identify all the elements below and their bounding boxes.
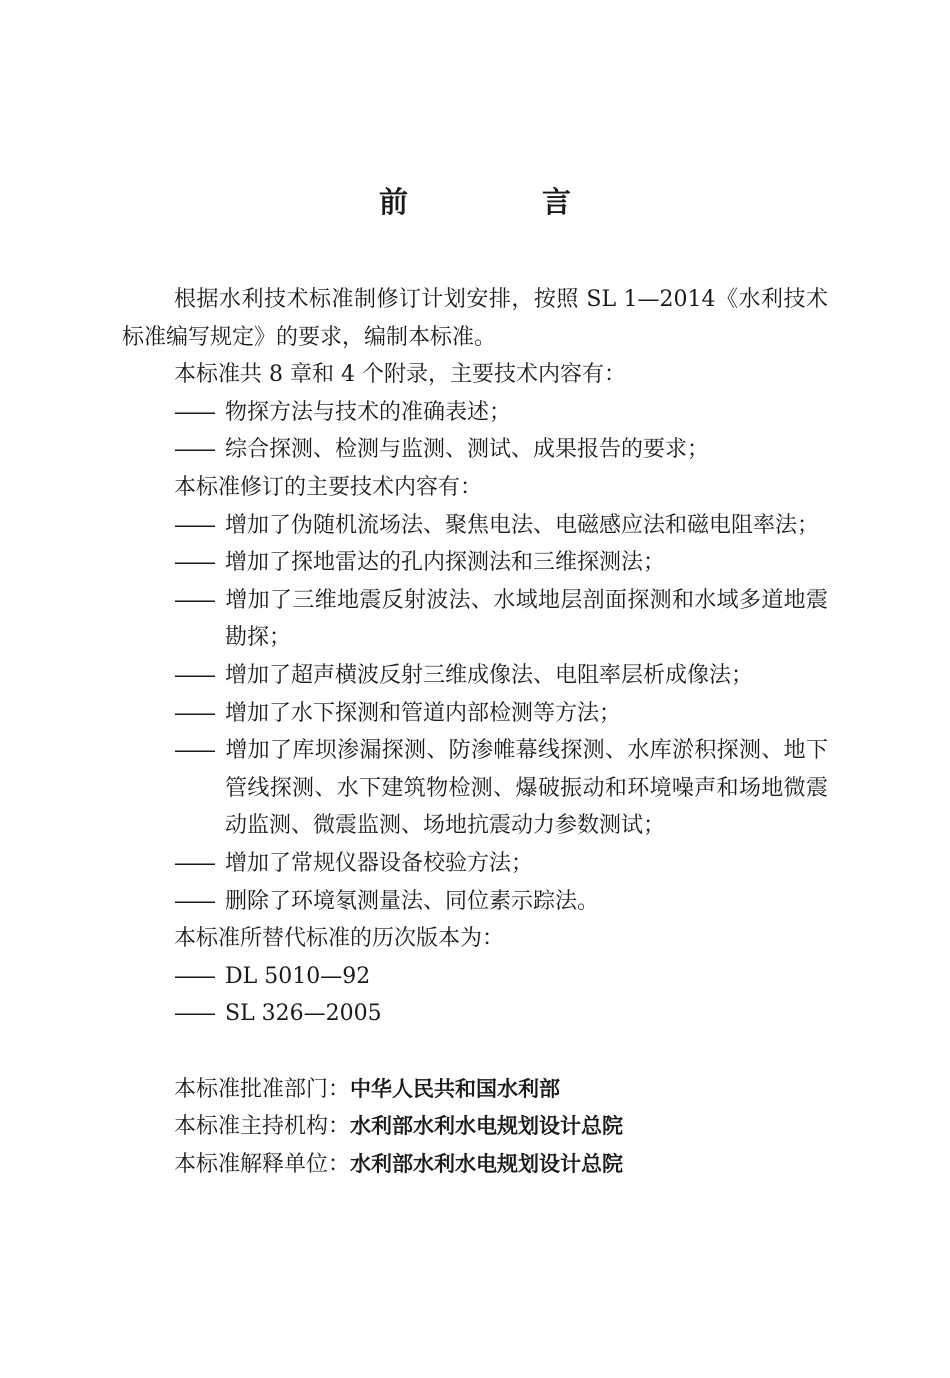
main-item xyxy=(122,431,828,469)
dash-mark: —— xyxy=(174,888,214,914)
replaced-heading: 本标准所替代标准的历次版本为： xyxy=(174,926,505,952)
document-body xyxy=(122,281,828,1184)
dash-mark: —— xyxy=(174,437,214,463)
interpret-value: 水利部水利水电规划设计总院 xyxy=(350,1152,624,1177)
revision-item-text: 增加了超声横波反射三维成像法、电阻率层析成像法； xyxy=(225,662,754,688)
dash-mark: —— xyxy=(174,700,214,726)
interpret-label: 本标准解释单位： xyxy=(174,1152,351,1178)
dash-mark: —— xyxy=(174,550,214,576)
revision-item xyxy=(122,507,828,545)
dash-mark: —— xyxy=(174,738,214,764)
revision-item-text: 增加了伪随机流场法、聚焦电法、电磁感应法和磁电阻率法； xyxy=(225,512,820,538)
main-item-text: 物探方法与技术的准确表述； xyxy=(225,399,512,425)
revision-item-text: 增加了三维地震反射波法、水域地层剖面探测和水域多道地震勘探； xyxy=(225,587,828,651)
summary-line: 本标准共 8 章和 4 个附录，主要技术内容有： xyxy=(174,362,626,388)
revision-item xyxy=(122,695,828,733)
section-gap xyxy=(122,1033,828,1071)
revision-item xyxy=(122,544,828,582)
replaced-item-text: SL 326—2005 xyxy=(225,1001,382,1027)
dash-mark: —— xyxy=(174,850,214,876)
replaced-item-text: DL 5010—92 xyxy=(225,963,371,989)
dash-mark: —— xyxy=(174,587,214,613)
replaced-item xyxy=(122,958,828,996)
dash-mark: —— xyxy=(174,1001,214,1027)
dash-mark: —— xyxy=(174,512,214,538)
main-item xyxy=(122,394,828,432)
revision-item xyxy=(122,883,828,921)
revision-item-text: 增加了常规仪器设备校验方法； xyxy=(225,850,534,876)
main-item-text: 综合探测、检测与监测、测试、成果报告的要求； xyxy=(225,437,710,463)
revision-item-text: 删除了环境氡测量法、同位素示踪法。 xyxy=(225,888,600,914)
revision-item xyxy=(122,582,828,657)
replaced-item xyxy=(122,995,828,1033)
revision-heading: 本标准修订的主要技术内容有： xyxy=(174,474,483,500)
approval-label: 本标准批准部门： xyxy=(174,1076,351,1102)
host-label: 本标准主持机构： xyxy=(174,1114,351,1140)
approval-line xyxy=(122,1071,828,1109)
revision-item-text: 增加了水下探测和管道内部检测等方法； xyxy=(225,700,622,726)
approval-value: 中华人民共和国水利部 xyxy=(350,1076,561,1101)
host-line xyxy=(122,1108,828,1146)
revision-item xyxy=(122,657,828,695)
page-title: 前 言 xyxy=(378,185,634,219)
dash-mark: —— xyxy=(174,662,214,688)
intro-paragraph: 根据水利技术标准制修订计划安排，按照 SL 1—2014《水利技术标准编写规定》的要求，编制本标准。 xyxy=(122,287,828,350)
revision-item-text: 增加了探地雷达的孔内探测法和三维探测法； xyxy=(225,550,666,576)
dash-mark: —— xyxy=(174,399,214,425)
revision-item xyxy=(122,732,828,845)
revision-item-text: 增加了库坝渗漏探测、防渗帷幕线探测、水库淤积探测、地下管线探测、水下建筑物检测、爆破振动和环境噪声和场地微震动监测、微震监测、场地抗震动力参数测试； xyxy=(225,738,828,839)
host-value: 水利部水利水电规划设计总院 xyxy=(350,1114,624,1139)
interpret-line xyxy=(122,1146,828,1184)
revision-item xyxy=(122,845,828,883)
dash-mark: —— xyxy=(174,963,214,989)
